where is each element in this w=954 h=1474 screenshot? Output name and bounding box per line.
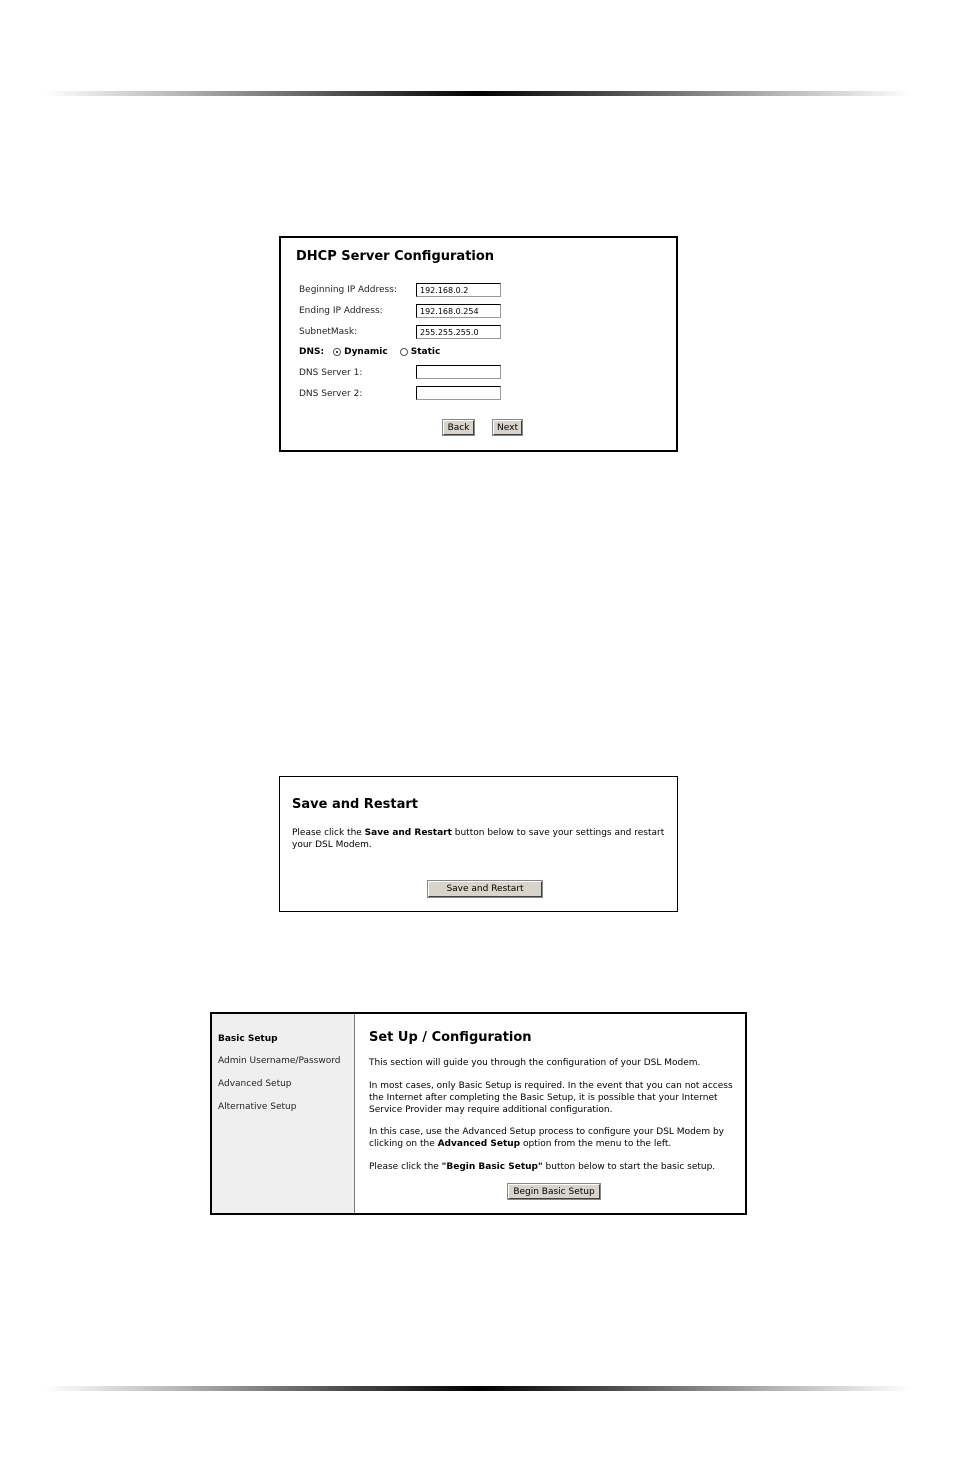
ending-ip-label: Ending IP Address:: [299, 306, 383, 316]
setup-p3-text: In this case, use the Advanced Setup process to configure your DSL Modem by clicking on the: [369, 1127, 724, 1149]
setup-sidebar: [212, 1014, 355, 1213]
ending-ip-input[interactable]: [416, 304, 501, 318]
top-divider: [45, 91, 911, 96]
setup-p4-text-end: button below to start the basic setup.: [542, 1162, 716, 1172]
dns-server-2-input[interactable]: [416, 386, 501, 400]
dns-server-1-label: DNS Server 1:: [299, 368, 363, 378]
dns-server-2-label: DNS Server 2:: [299, 389, 363, 399]
setup-config-panel: [210, 1012, 747, 1215]
dns-label: DNS:: [299, 347, 325, 357]
sidebar-item-advanced-setup[interactable]: Advanced Setup: [218, 1079, 292, 1089]
setup-p4-bold: "Begin Basic Setup": [441, 1162, 543, 1172]
save-restart-panel: [279, 776, 678, 912]
dns-dynamic-label: Dynamic: [344, 347, 388, 357]
subnet-mask-input[interactable]: [416, 325, 501, 339]
setup-basic-paragraph: In most cases, only Basic Setup is required. In the event that you can not access the Internet after completing the Basic Setup, it is possible that your Internet Service Provider may require additional configuration.: [369, 1081, 733, 1115]
setup-p3-bold: Advanced Setup: [437, 1139, 521, 1149]
save-description: [292, 827, 672, 851]
begin-basic-setup-button[interactable]: Begin Basic Setup: [508, 1184, 600, 1199]
setup-advanced-paragraph: [369, 1126, 741, 1150]
dns-server-1-input[interactable]: [416, 365, 501, 379]
sidebar-item-admin-username-password[interactable]: Admin Username/Password: [218, 1056, 341, 1066]
sidebar-item-basic-setup[interactable]: Basic Setup: [218, 1034, 278, 1044]
dhcp-title: DHCP Server Configuration: [296, 249, 495, 264]
sidebar-item-alternative-setup[interactable]: Alternative Setup: [218, 1102, 297, 1112]
save-desc-text: Please click the: [292, 828, 365, 838]
setup-p3-text-end: option from the menu to the left.: [520, 1139, 672, 1149]
save-and-restart-button[interactable]: Save and Restart: [428, 881, 542, 897]
save-desc-bold: Save and Restart: [364, 828, 452, 838]
bottom-divider: [45, 1386, 911, 1391]
subnet-mask-label: SubnetMask:: [299, 327, 358, 337]
setup-begin-paragraph: [369, 1161, 741, 1173]
save-title: Save and Restart: [292, 797, 418, 812]
back-button[interactable]: Back: [443, 420, 474, 435]
next-button[interactable]: Next: [493, 420, 522, 435]
setup-p4-text: Please click the: [369, 1162, 442, 1172]
dns-mode-row: [299, 347, 440, 357]
dns-static-label: Static: [410, 347, 441, 357]
setup-title: Set Up / Configuration: [369, 1030, 532, 1045]
dns-static-radio[interactable]: [400, 348, 408, 356]
dhcp-config-panel: [279, 236, 678, 452]
save-desc-text-end: button below to save your settings and restart your DSL Modem.: [292, 828, 665, 850]
setup-intro-paragraph: This section will guide you through the configuration of your DSL Modem.: [369, 1058, 701, 1068]
beginning-ip-input[interactable]: [416, 283, 501, 297]
beginning-ip-label: Beginning IP Address:: [299, 285, 397, 295]
dns-dynamic-radio[interactable]: [333, 348, 341, 356]
